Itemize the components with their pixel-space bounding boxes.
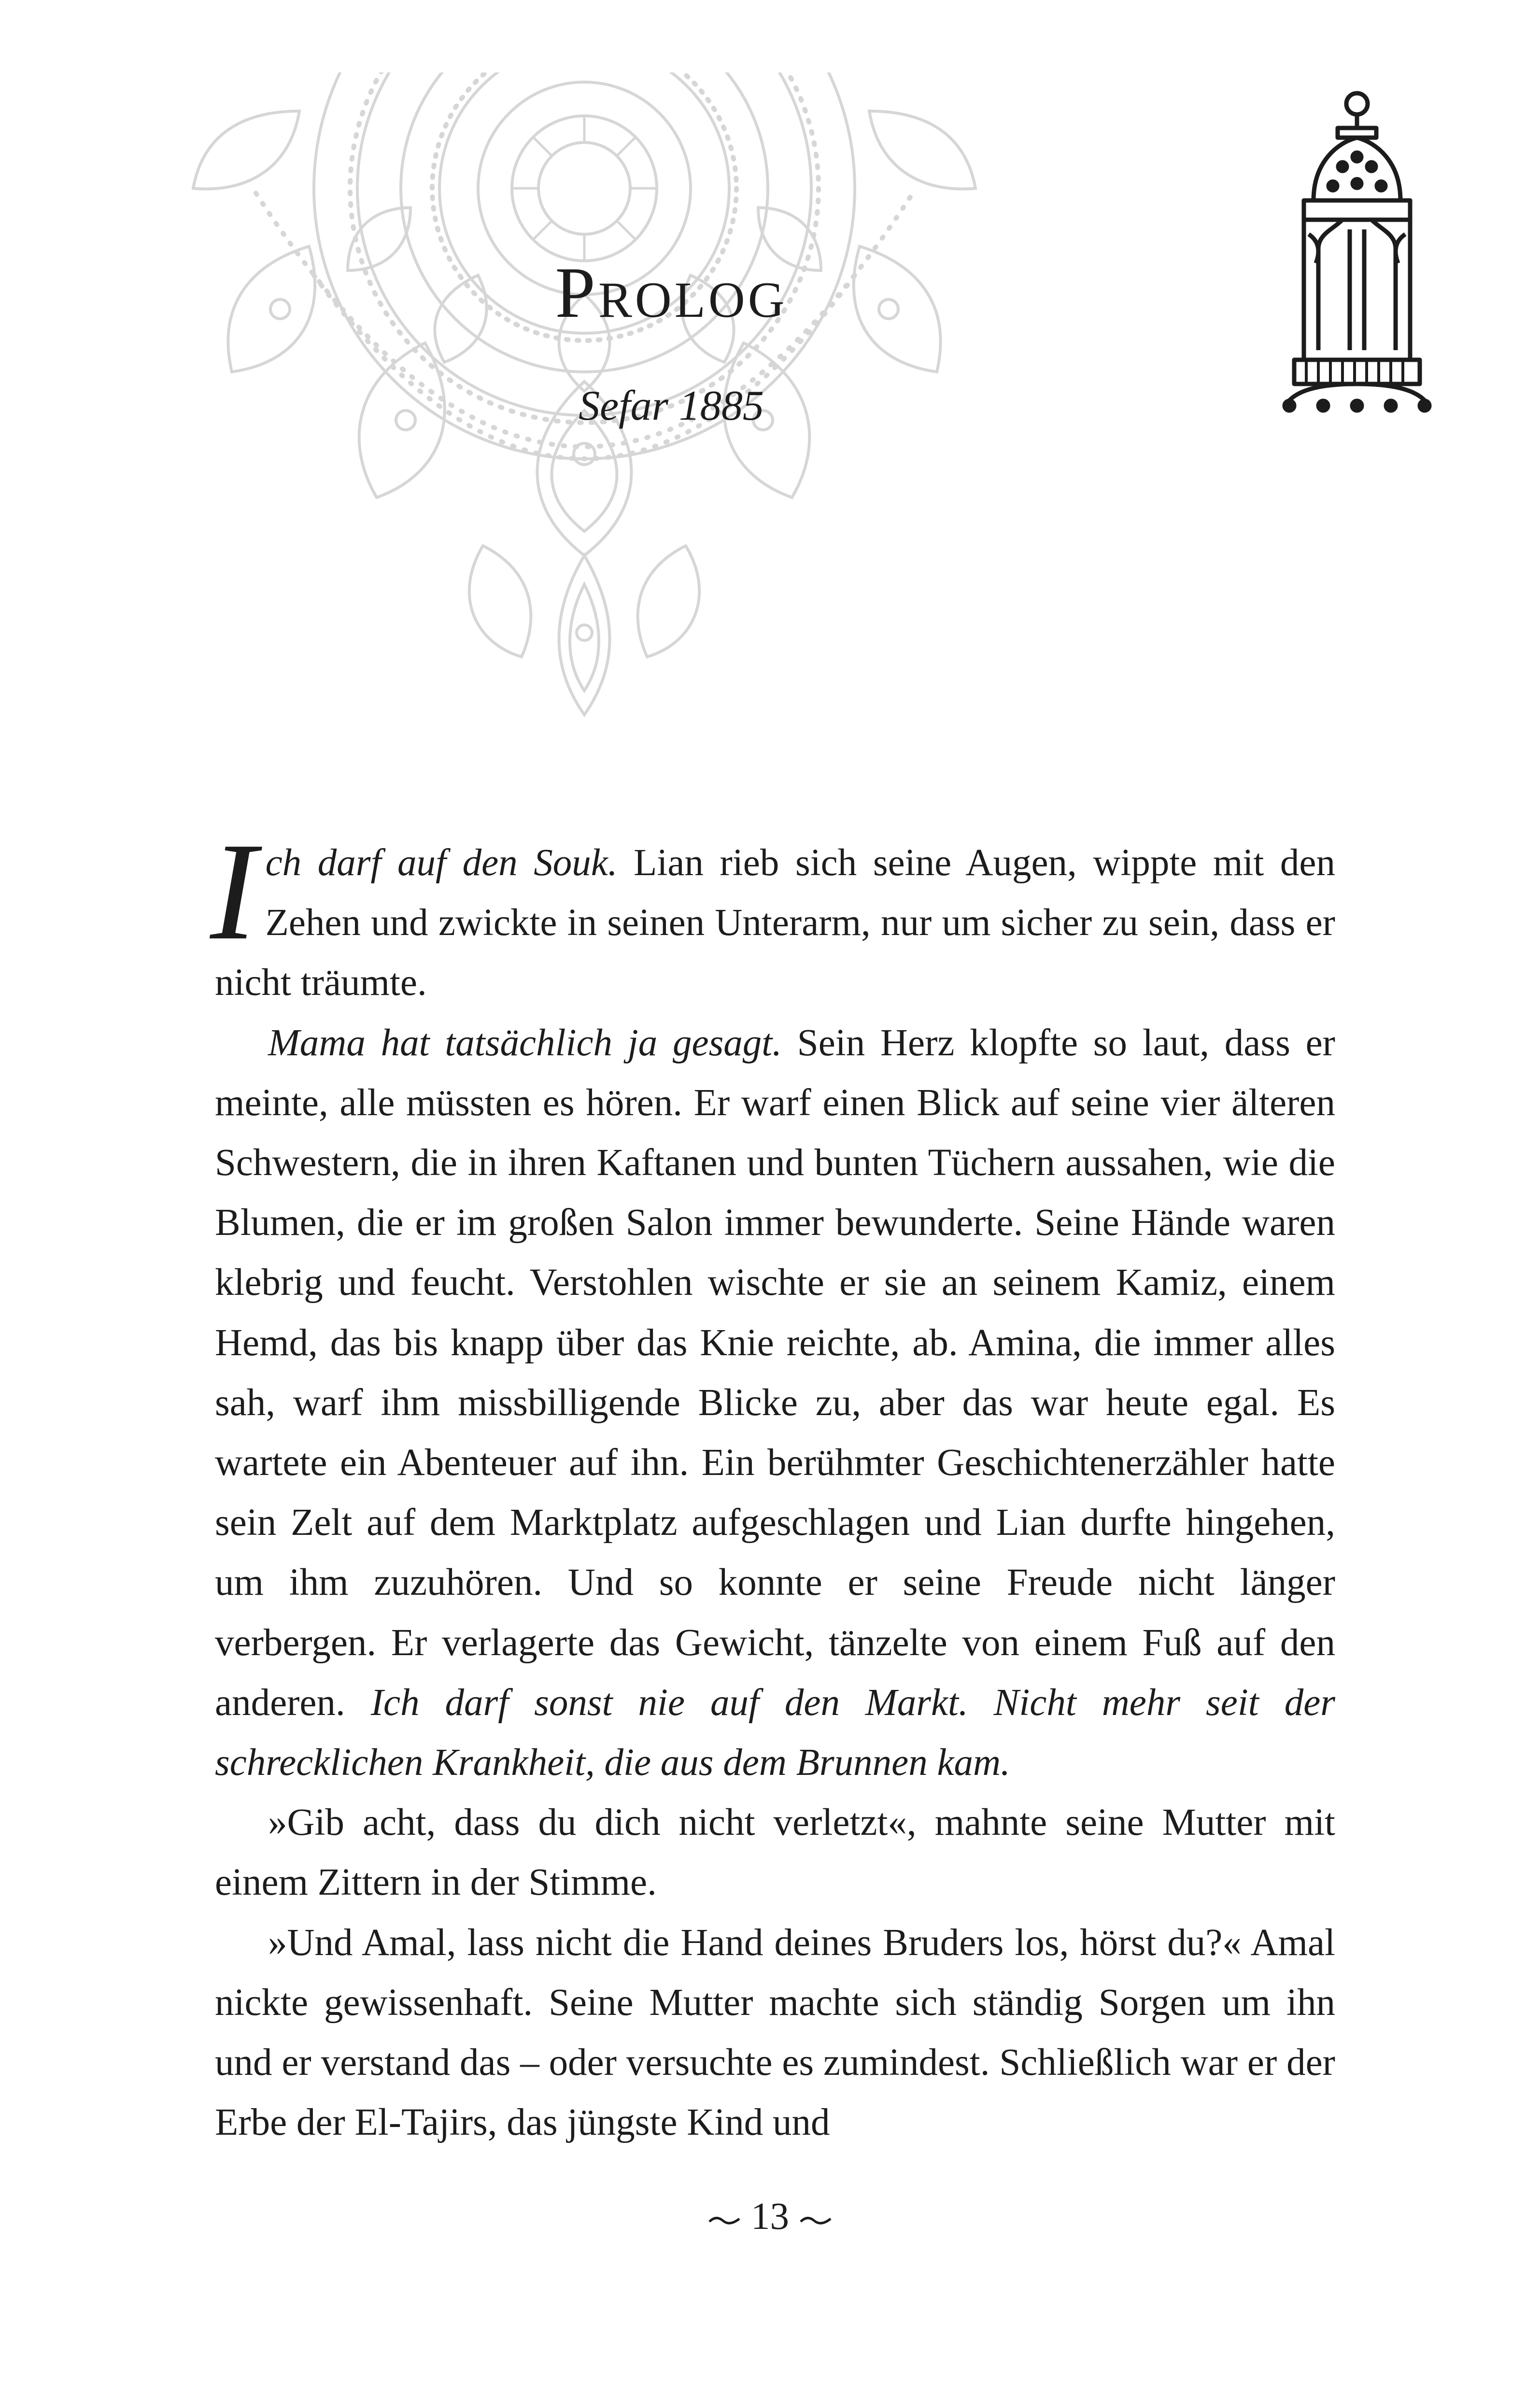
chapter-title: [0, 251, 1342, 334]
paragraph-2-text: Sein Herz klopfte so laut, dass er meinte, alle müssten es hören. Er warf einen Blick auf seine vier älteren Schwestern, die in ihren Kaftanen und bunten Tüchern aussahen, wie die Blumen, die er im großen Salon immer bewunderte. Seine Hände waren klebrig und feucht. Verstohlen wischte er sie an seinem Kamiz, einem Hemd, das bis knapp über das Knie reichte, ab. Amina, die immer alles sah, warf ihm missbilligende Blicke zu, aber das war heute egal. Es wartete ein Abenteuer auf ihn. Ein berühmter Geschichtenerzähler hatte sein Zelt auf dem Marktplatz aufgeschlagen und Lian durfte hingehen, um ihm zuzuhören. Und so konnte er seine Freude nicht länger verbergen. Er verlagerte das Gewicht, tänzelte von einem Fuß auf den anderen.: [215, 1021, 1335, 1724]
chapter-subtitle-text: Sefar 1885: [579, 383, 764, 429]
paragraph-1-text: Lian rieb sich seine Augen, wippte mit den Zehen und zwickte in seinen Unterarm, nur um sicher zu sein, dass er nicht träumte.: [215, 842, 1335, 1004]
paragraph-1: [210, 814, 1335, 1013]
paragraph-3-text: »Gib acht, dass du dich nicht verletzt«, mahnte seine Mutter mit einem Zittern in der Stimme.: [215, 1801, 1335, 1904]
page-folio: [0, 2195, 1540, 2239]
paragraph-4-text: »Und Amal, lass nicht die Hand deines Bruders los, hörst du?« Amal nickte gewissenhaft. Seine Mutter machte sich ständig Sorgen um ihn und er verstand das – oder versuchte es zumindest. Schließlich war er der Erbe der El-Tajirs, das jüngste Kind und: [215, 1921, 1335, 2144]
chapter-subtitle: [0, 382, 1342, 430]
paragraph-3: [215, 1793, 1335, 1913]
drop-cap: I: [210, 814, 257, 969]
body-text: [210, 814, 1335, 2153]
paragraph-2: [215, 1013, 1335, 1793]
paragraph-2-italic-end: Ich darf sonst nie auf den Markt. Nicht mehr seit der schrecklichen Krankheit, die aus dem Brunnen kam.: [215, 1681, 1335, 1784]
page-number: 13: [751, 2196, 789, 2238]
wave-ornament-left: [707, 2213, 741, 2227]
chapter-title-text: Prolog: [555, 253, 788, 333]
paragraph-4: [215, 1913, 1335, 2153]
wave-ornament-right: [799, 2213, 833, 2227]
paragraph-1-italic: ch darf auf den Souk.: [265, 842, 618, 884]
paragraph-2-italic: Mama hat tatsächlich ja gesagt.: [268, 1021, 782, 1064]
